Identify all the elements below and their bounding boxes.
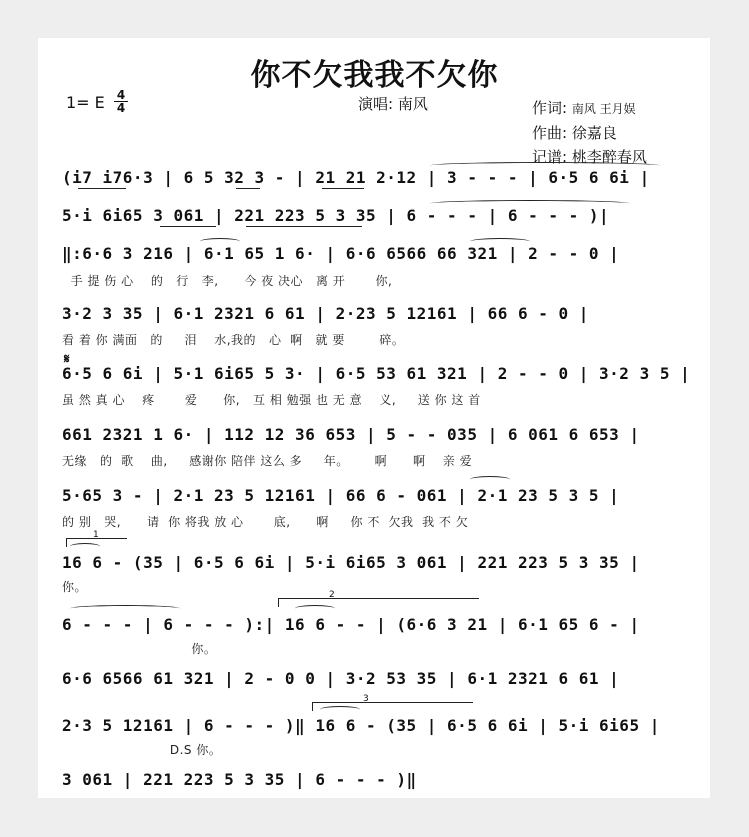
score-line-5: 6·5 6 6i | 5·1 6i65 5 3· | 6·5 53 61 321 | 2 - - 0 | 3·2 3 5 | (62, 364, 691, 383)
volta-number-2: 2 (329, 590, 335, 600)
volta-number-3: 3 (363, 694, 369, 704)
lyric-line-5: 虽 然 真 心 疼 爱 你, 互 相 勉强 也 无 意 义, 送 你 这 首 (62, 393, 481, 407)
lyricist-label: 作词: (532, 99, 568, 117)
beam-underline (246, 226, 362, 227)
score-line-2: 5·i 6i65 3 061 | 221 223 5 3 35 | 6 - - - | 6 - - - )| (62, 206, 610, 225)
tie-arc (430, 162, 660, 169)
lyric-line-9: 你。 (62, 642, 217, 656)
score-line-6: 661 2321 1 6· | 112 12 36 653 | 5 - - 035 | 6 061 6 653 | (62, 425, 640, 444)
segno-sign: 𝄋 (64, 352, 70, 367)
composer-credit: 作曲: 徐嘉良 (532, 124, 617, 142)
credits (532, 96, 647, 169)
score-line-9: 6 - - - | 6 - - - ):| 16 6 - - | (6·6 3 21 | 6·1 65 6 - | (62, 615, 640, 634)
lyric-line-4: 看 着 你 满面 的 泪 水,我的 心 啊 就 要 碎。 (62, 333, 405, 347)
key-signature: 1= E (66, 93, 105, 112)
transcriber-credit: 记谱: 桃李醉春风 (532, 148, 647, 166)
score-line-7: 5·65 3 - | 2·1 23 5 12161 | 66 6 - 061 | 2·1 23 5 3 5 | (62, 486, 620, 505)
lyric-line-6: 无缘 的 歌 曲, 感谢你 陪伴 这么 多 年。 啊 啊 亲 爱 (62, 454, 473, 468)
tie-arc (430, 200, 630, 207)
beam-underline (322, 188, 364, 189)
volta-number-1: 1 (93, 530, 99, 540)
score-line-3: ‖:6·6 3 216 | 6·1 65 1 6· | 6·6 6566 66 321 | 2 - - 0 | (62, 244, 620, 263)
time-signature-bottom: 4 (114, 101, 128, 114)
slur-arc (470, 238, 530, 245)
volta-bracket-3 (312, 694, 473, 711)
beam-underline (160, 226, 216, 227)
time-signature (114, 89, 128, 114)
score-line-1: (i7 i76·3 | 6 5 32 3 - | 21 21 2·12 | 3 - - - | 6·5 6 6i | (62, 168, 650, 187)
score-line-8: 16 6 - (35 | 6·5 6 6i | 5·i 6i65 3 061 | 221 223 5 3 35 | (62, 553, 640, 572)
lyric-line-8: 你。 (62, 580, 88, 594)
lyricist-credit (532, 96, 647, 121)
song-title: 你不欠我我不欠你 (250, 58, 499, 93)
lyric-line-7: 的 别 哭, 请 你 将我 放 心 底, 啊 你 不 欠我 我 不 欠 (62, 515, 469, 529)
slur-arc (200, 238, 240, 245)
time-signature-top: 4 (116, 88, 126, 102)
beam-underline (236, 188, 260, 189)
score-line-11: 2·3 5 12161 | 6 - - - )‖ 16 6 - (35 | 6·5 6 6i | 5·i 6i65 | (62, 716, 660, 735)
score-line-4: 3·2 3 35 | 6·1 2321 6 61 | 2·23 5 12161 | 66 6 - 0 | (62, 304, 589, 323)
tie-arc (70, 605, 180, 612)
score-line-12: 3 061 | 221 223 5 3 35 | 6 - - - )‖ (62, 770, 417, 789)
beam-underline (78, 188, 126, 189)
score-line-10: 6·6 6566 61 321 | 2 - 0 0 | 3·2 53 35 | 6·1 2321 6 61 | (62, 669, 620, 688)
slur-arc (470, 476, 510, 483)
volta-bracket-2 (278, 590, 479, 607)
singer-credit: 演唱: 南风 (358, 95, 428, 113)
lyric-line-3: 手 提 伤 心 的 行 李, 今 夜 决心 离 开 你, (62, 274, 393, 288)
lyric-line-11: D.S 你。 (62, 743, 222, 757)
lyricist-names: 南风 王月娱 (571, 102, 636, 116)
volta-bracket-1 (66, 530, 127, 547)
